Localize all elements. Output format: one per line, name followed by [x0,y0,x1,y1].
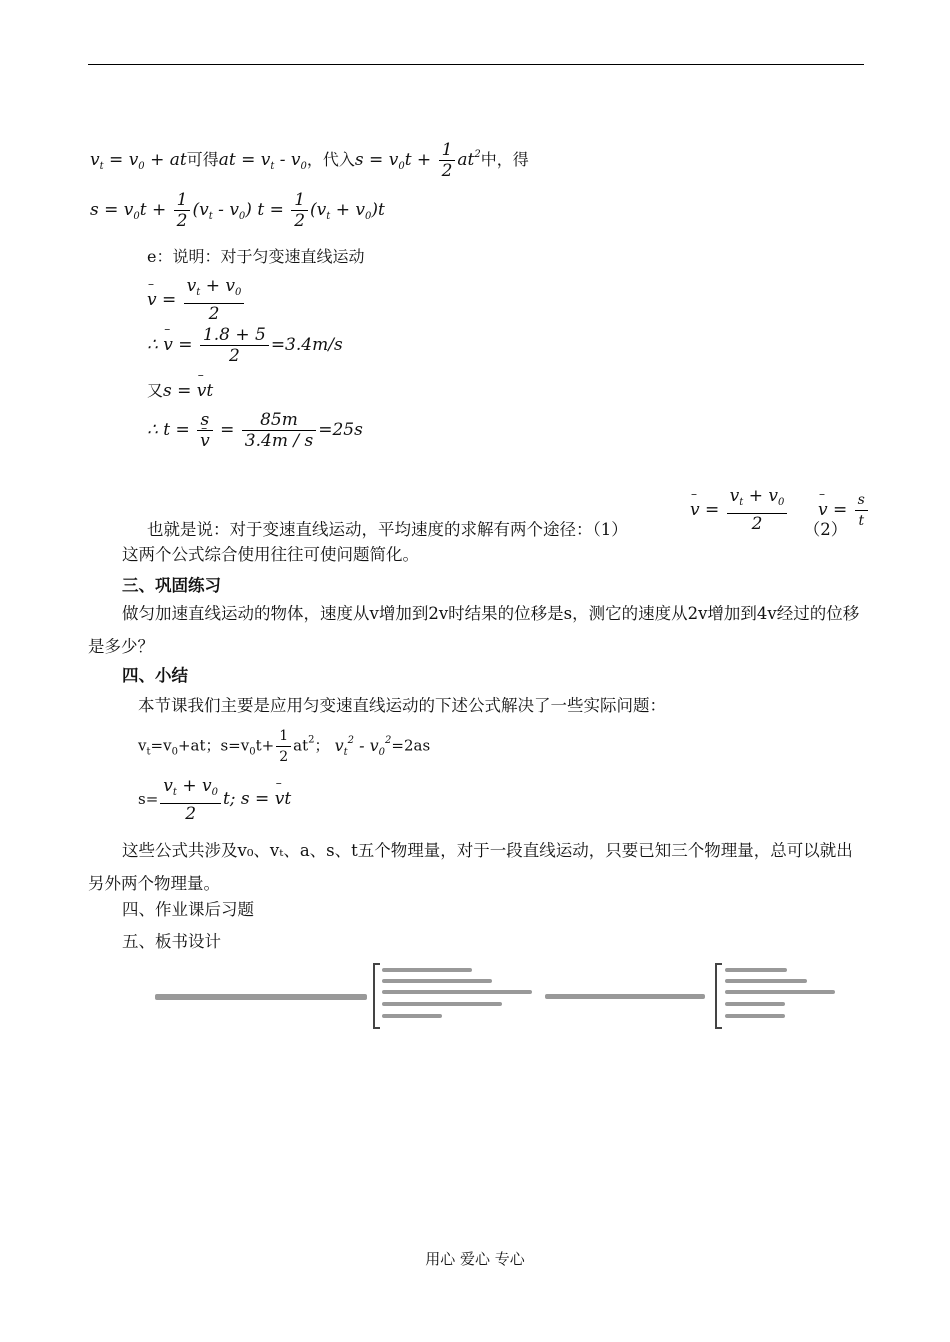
board-design-image [150,962,850,1032]
equation-line-2: $s = v_0t$ + $\frac{1}{2}$ $(v_t - v_0) t$ = $\frac{1}{2}$ $(v_t + v_0)t$ [90,190,385,231]
avg-velocity-value: ∴ – v = $\frac{1.8 + 5}{2}$ =3.4m/s [147,325,343,366]
summary-intro: 本节课我们主要是应用匀变速直线运动的下述公式解决了一些实际问题： [138,696,666,715]
route-formula-2: – v = $\frac{s}{t}$ [818,490,870,531]
header-rule [88,64,864,65]
distance-formula: 又s = – vt [147,378,213,401]
route-formula-1: – v = $\frac{v_t + v_0}{2}$ [690,486,789,534]
equation-line-1: $v_t = v_0$ + at可得at = $v_t - v_0$，代入$s = v_0t$ + $\frac{1}{2}$ $at^2$中，得 [90,140,529,181]
time-result: ∴ t = s – v = $\frac{85m}{3.4m / s}$ =25s [147,410,363,451]
exercise-paragraph: 做匀加速直线运动的物体，速度从v增加到2v时结果的位移是s，测它的速度从2v增加到4v经过的位移是多少？ [88,604,860,656]
section-4-heading: 四、小结 [122,666,188,685]
homework-line: 四、作业课后习题 [122,900,254,919]
e-note: e：说明：对于匀变速直线运动 [147,247,365,266]
two-routes-text: 也就是说：对于变速直线运动，平均速度的求解有两个途径：（1） （2） [147,520,848,539]
board-design-heading: 五、板书设计 [122,932,221,951]
page-footer: 用心 爱心 专心 [425,1250,525,1268]
summary-formula-1: $v_t=v_0+at$；$s=v_0t+$ $\frac{1}{2}$ $at^2$； $v_t^2 - v_0^2=2as$ [138,728,431,765]
summary-formula-2: s= $\frac{v_t + v_0}{2}$ t; s = – vt [138,776,291,824]
formula-note-paragraph: 这些公式共涉及v₀、vₜ、a、s、t五个物理量，对于一段直线运动，只要已知三个物理量，总可以就出另外两个物理量。 [88,841,853,893]
section-3-heading: 三、巩固练习 [122,576,221,595]
avg-velocity-formula: – v = $\frac{v_t + v_0}{2}$ [147,276,246,324]
combine-text: 这两个公式综合使用往往可使问题简化。 [122,545,419,564]
